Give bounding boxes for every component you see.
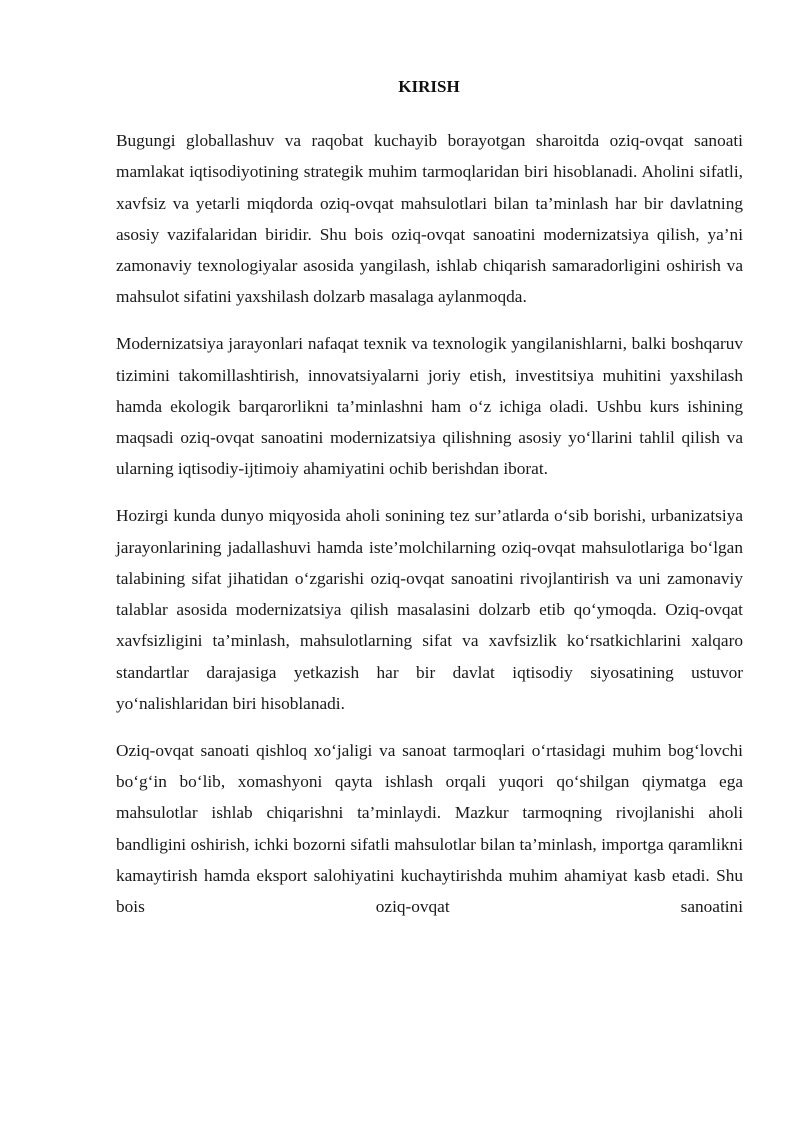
paragraph-3: Hozirgi kunda dunyo miqyosida aholi sonining tez sur’atlarda o‘sib borishi, urbanizatsiya jarayonlarining jadallashuvi hamda iste’molchilarning oziq-ovqat mahsulotlariga bo‘lgan talabining sifat jihatidan o‘zgarishi oziq-ovqat sanoatini rivojlantirish va uni zamonaviy talablar asosida modernizatsiya qilish masalasini dolzarb etib qo‘ymoqda. Oziq-ovqat xavfsizligini ta’minlash, mahsulotlarning sifat va xavfsizlik ko‘rsatkichlarini xalqaro standartlar darajasiga yetkazish har bir davlat iqtisodiy siyosatining ustuvor yo‘nalishlaridan biri hisoblanadi. bbox=[116, 506, 743, 714]
document-body bbox=[116, 125, 743, 938]
page-title: KIRISH bbox=[398, 77, 460, 96]
paragraph-4: Oziq-ovqat sanoati qishloq xo‘jaligi va sanoat tarmoqlari o‘rtasidagi muhim bog‘lovchi bo‘g‘in bo‘lib, xomashyoni qayta ishlash orqali yuqori qo‘shilgan qiymatga ega mahsulotlar ishlab chiqarishni ta’minlaydi. Mazkur tarmoqning rivojlanishi aholi bandligini oshirish, ichki bozorni sifatli mahsulotlar bilan ta’minlash, importga qaramlikni kamaytirish hamda eksport salohiyatini kuchaytirishda muhim ahamiyat kasb etadi. Shu bois oziq-ovqat sanoatini bbox=[116, 740, 743, 917]
paragraph-2: Modernizatsiya jarayonlari nafaqat texnik va texnologik yangilanishlarni, balki boshqaruv tizimini takomillashtirish, innovatsiyalarni joriy etish, investitsiya muhitini yaxshilash hamda ekologik barqarorlikni ta’minlashni ham o‘z ichiga oladi. Ushbu kurs ishining maqsadi oziq-ovqat sanoatini modernizatsiya qilishning asosiy yo‘llarini tahlil qilish va ularning iqtisodiy-ijtimoiy ahamiyatini ochib berishdan iborat. bbox=[116, 334, 743, 479]
paragraph-1: Bugungi globallashuv va raqobat kuchayib borayotgan sharoitda oziq-ovqat sanoati mamlakat iqtisodiyotining strategik muhim tarmoqlaridan biri hisoblanadi. Aholini sifatli, xavfsiz va yetarli miqdorda oziq-ovqat mahsulotlari bilan ta’minlash har bir davlatning asosiy vazifalaridan biridir. Shu bois oziq-ovqat sanoatini modernizatsiya qilish, ya’ni zamonaviy texnologiyalar asosida yangilash, ishlab chiqarish samaradorligini oshirish va mahsulot sifatini yaxshilash dolzarb masalaga aylanmoqda. bbox=[116, 131, 743, 307]
